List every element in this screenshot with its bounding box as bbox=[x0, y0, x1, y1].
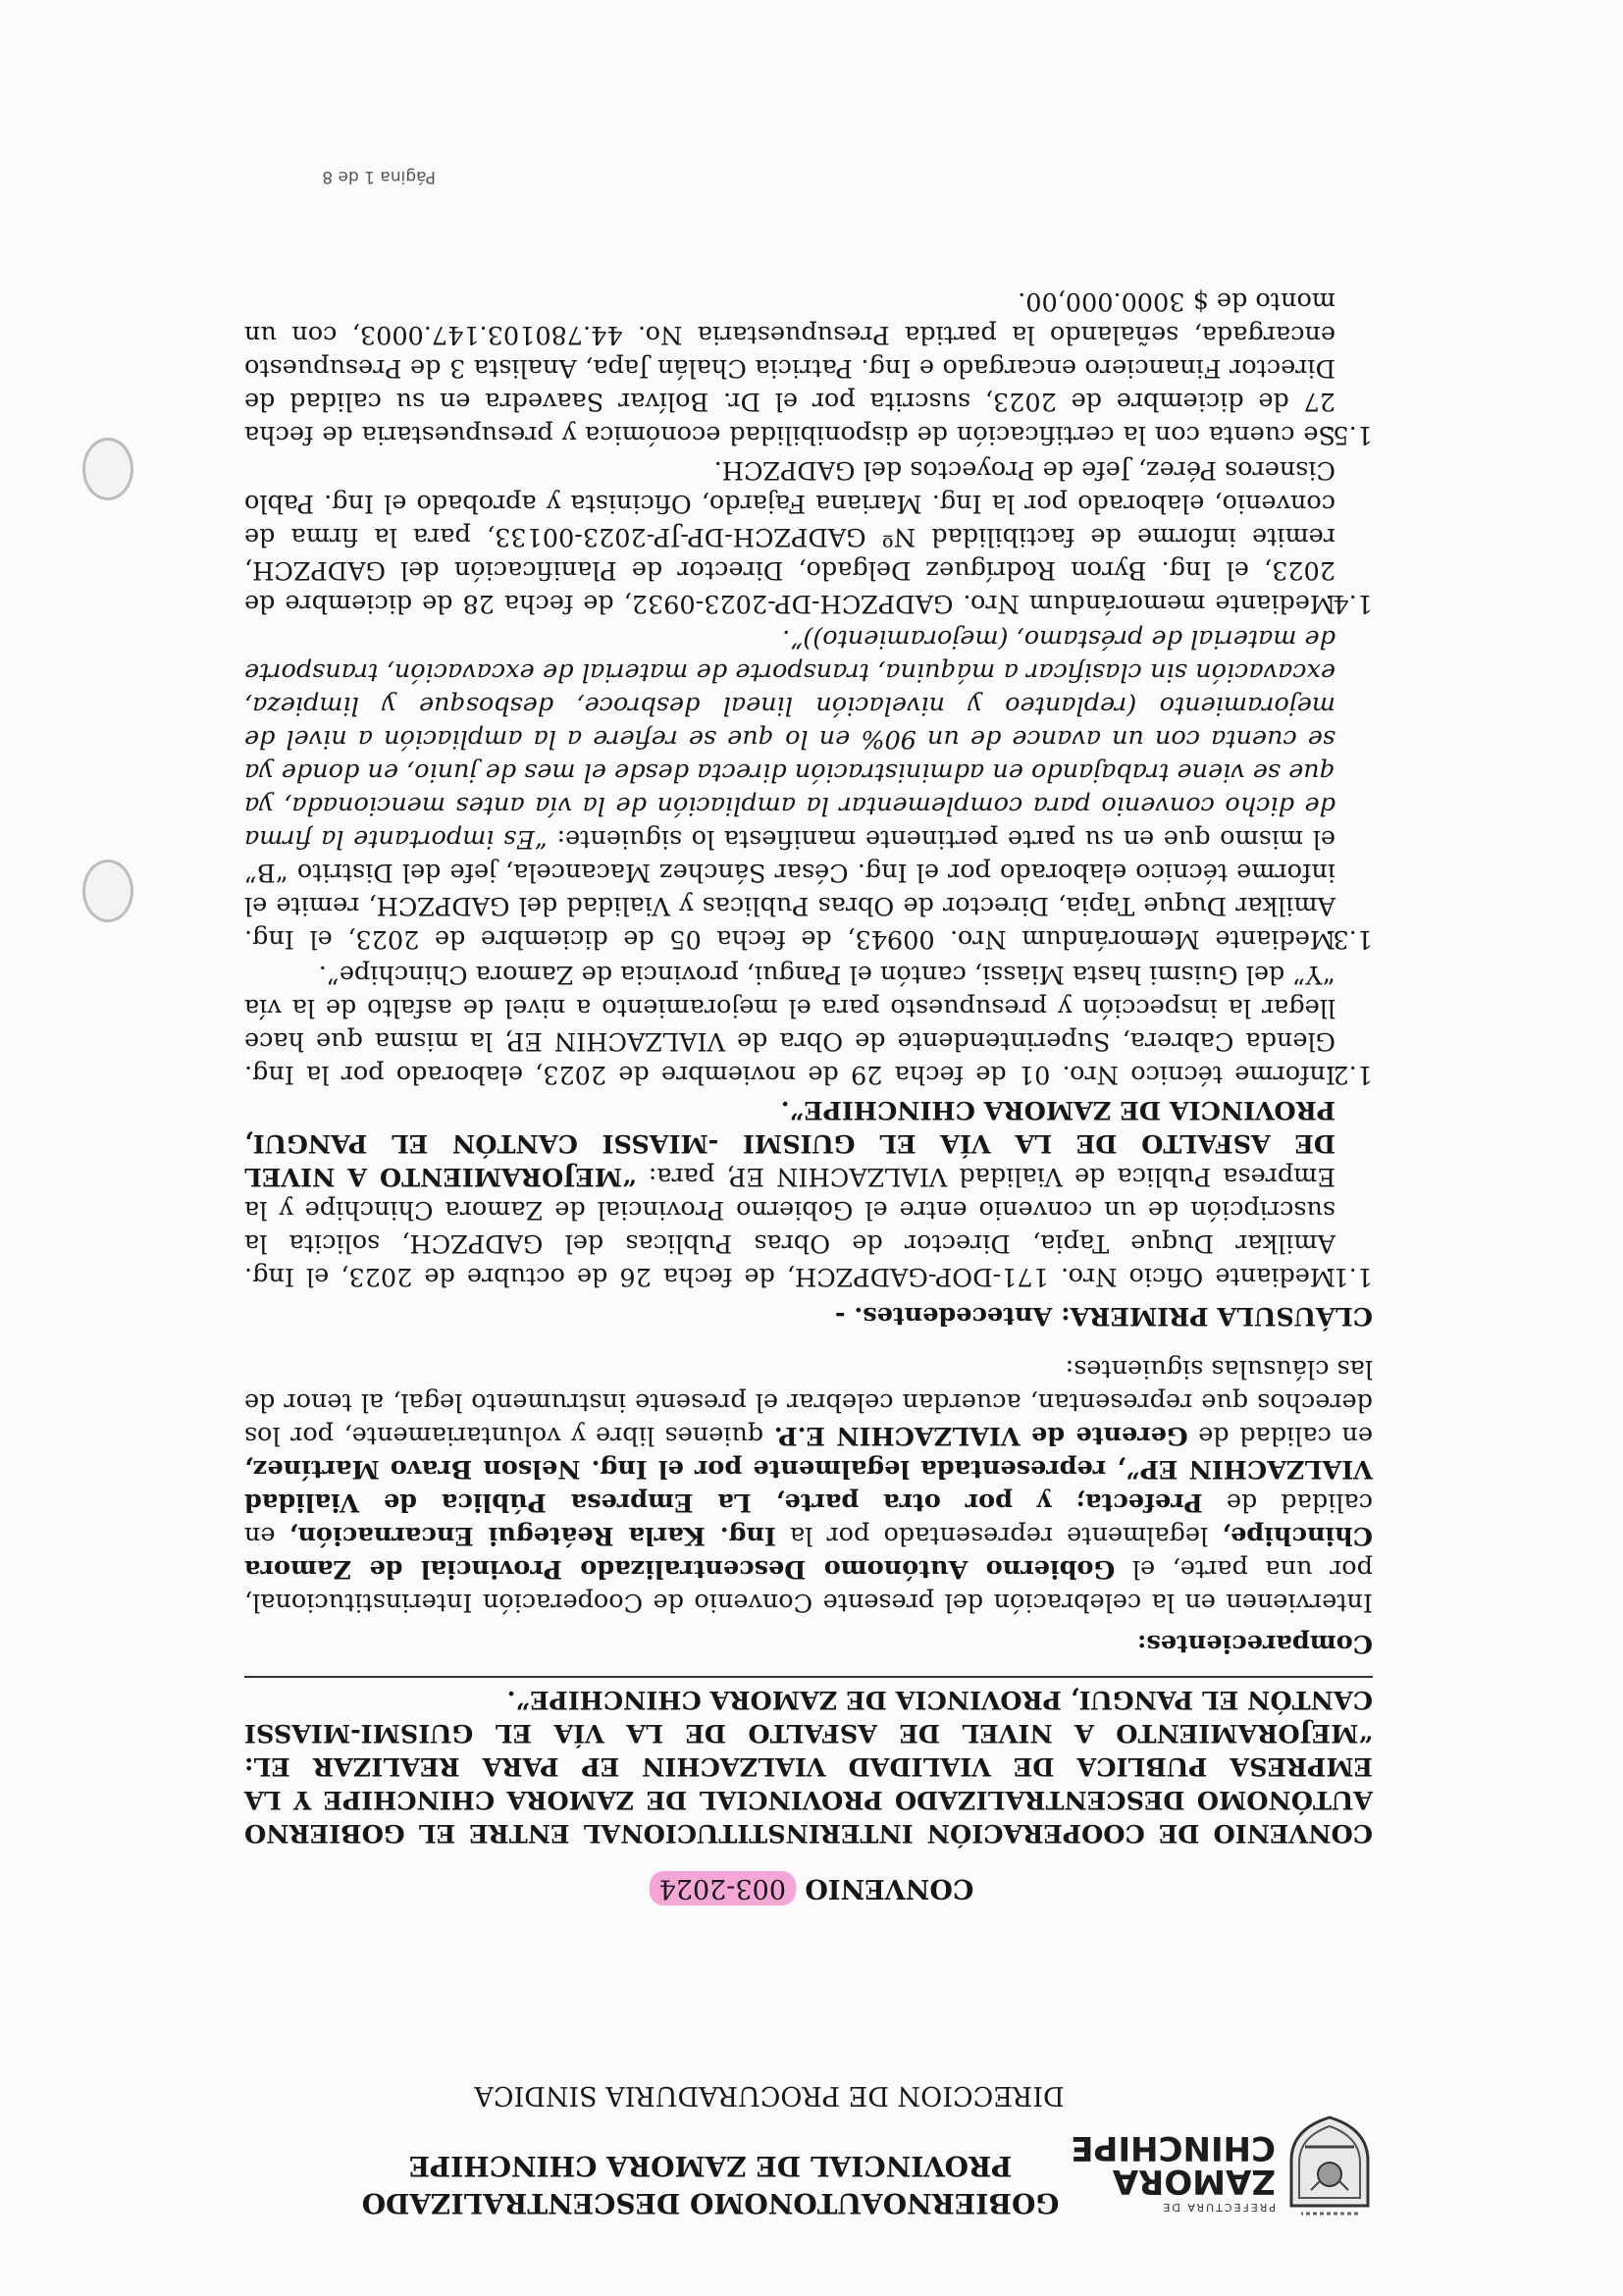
page-number: Página 1 de 8 bbox=[322, 167, 436, 186]
institution-name: GOBIERNOAUTONOMO DESCENTRALIZADO PROVINCIAL DE ZAMORA CHINCHIPE bbox=[361, 2150, 1060, 2219]
coat-of-arms-icon bbox=[1282, 2115, 1378, 2219]
item-text-bold: “MEJORAMIENTO A NIVEL DE ASFALTO DE LA VÍA EL GUISMI -MIASSI CANTÓN EL PANGUI, PROVINCIA DE ZAMORA CHINCHIPE”. bbox=[244, 1095, 1335, 1191]
convenio-number-highlight: 003-2024 bbox=[650, 1871, 796, 1905]
item-text: Mediante Oficio Nro. 171-DOP-GADPZCH, de fecha 26 de octubre de 2023, el Ing. Amilkar Duque Tapia, Director de Obras Publicas del GADPZCH, solicita la suscripción de un convenio entre el Gobierno Provincial de Zamora Chinchipe y la Empresa Publica de Vialidad VIALZACHIN EP, para: bbox=[244, 1162, 1335, 1291]
punch-hole bbox=[82, 860, 133, 922]
item-number: 1.4. bbox=[1325, 589, 1373, 618]
convenio-label: CONVENIO bbox=[805, 1873, 974, 1904]
office-name: DIRECCION DE PROCURADURIA SINDICA bbox=[474, 2080, 1065, 2111]
antecedente-item bbox=[244, 285, 1373, 451]
item-number: 1.2. bbox=[1325, 1060, 1373, 1089]
logo-name: ZAMORA CHINCHIPE bbox=[1071, 2128, 1276, 2201]
text-run: quienes libre y voluntariamente, por los derechos que representan, acuerdan celebrar el presente instrumento legal, al tenor de las cláusulas siguientes: bbox=[243, 1354, 1373, 1450]
punch-hole bbox=[82, 438, 133, 500]
document-body bbox=[244, 283, 1373, 1660]
agreement-title: CONVENIO DE COOPERACIÓN INTERINSTITUCIONAL ENTRE EL GOBIERNO AUTÓNOMO DESCENTRALIZADO PROVINCIAL DE ZAMORA CHINCHIPE Y LA EMPRESA PUBLICA DE VIALIDAD VIALZACHIN EP PARA REALIZAR EL: “MEJORAMIENTO A NIVEL DE ASFALTO DE LA VÍA EL GUISMI-MIASSI CANTÓN EL PANGUI, PROVINCIA DE ZAMORA CHINCHIPE”. bbox=[244, 1685, 1373, 1848]
antecedente-item bbox=[244, 1093, 1373, 1293]
antecedente-item bbox=[244, 958, 1373, 1091]
text-run: Intervienen en la celebración del presente Convenio de Cooperación Interinstitucional, por una parte, el bbox=[244, 1554, 1373, 1617]
text-run: legalmente representado por la bbox=[775, 1521, 1223, 1550]
text-run-bold: Gerente de VIALZACHIN E.P. bbox=[773, 1421, 1188, 1450]
convenio-number bbox=[0, 1873, 1623, 1904]
antecedente-item bbox=[244, 622, 1373, 956]
clausula-primera-heading: CLÁUSULA PRIMERA: Antecedentes. - bbox=[834, 1301, 1373, 1331]
logo-prefix: PREFECTURA DE bbox=[1161, 2201, 1276, 2214]
item-number: 1.5. bbox=[1325, 420, 1373, 449]
item-text: Mediante memorándum Nro. GADPZCH-DP-2023-0932, de fecha 28 de diciembre de 2023, el Ing. Byron Rodríguez Delgado, Director de Planificación del GADPZCH, remite informe de factibilidad Nº GADPZCH-DP-JP-2023-00133, para la firma de convenio, elaborado por la Ing. Mariana Fajardo, Oficinista y aprobado el Ing. Pablo Cisneros Pérez, Jefe de Proyectos del GADPZCH. bbox=[244, 455, 1335, 618]
text-run: en calidad de bbox=[1187, 1421, 1373, 1450]
item-number: 1.3. bbox=[1325, 924, 1373, 954]
text-run-bold: Ing. Karla Reátegui Encarnación, bbox=[288, 1521, 776, 1550]
antecedente-item bbox=[244, 453, 1373, 620]
text-run-bold: Gobierno Autónomo Descentralizado Provincial de Zamora Chinchipe, bbox=[244, 1521, 1373, 1584]
comparecientes-heading: Comparecientes: bbox=[1136, 1629, 1373, 1658]
item-number: 1.1. bbox=[1325, 1262, 1373, 1291]
item-text: Se cuenta con la certificación de disponibilidad económica y presupuestaria de fecha 27 de diciembre de 2023, suscrita por el Dr. Bolívar Saavedra en su calidad de Director Financiero encargado e Ing. Patricia Chalán Japa, Analista 3 de Presupuesto encargada, señalando la partida Presupuestaria No. 44.780103.147.0003, con un monto de $ 3000.000,00. bbox=[244, 287, 1335, 449]
prefecture-logo bbox=[1071, 2110, 1378, 2227]
item-text: Informe técnico Nro. 01 de fecha 29 de noviembre de 2023, elaborado por la Ing. Glenda Cabrera, Superintendente de Obra de VIALZACHIN EP, la misma que hace llegar la inspección y presupuesto para el mejoramiento a nivel de asfalto de la vía “Y” del Guismi hasta Miassi, cantón el Pangui, provincia de Zamora Chinchipe”. bbox=[244, 960, 1335, 1089]
text-run-bold: Prefecta; y por otra parte, La Empresa Pública de Vialidad VIALZACHIN EP”, representada legalmente por el Ing. Nelson Bravo Martínez, bbox=[244, 1454, 1373, 1517]
comparecientes-paragraph bbox=[244, 1352, 1373, 1619]
item-quote: “Es importante la firma de dicho convenio para complementar la ampliación de la vía antes mencionada, ya que se viene trabajando en administración directa desde el mes de junio, en donde ya se cuenta con un avance de un 90% en lo que se refiere a la ampliación a nivel de mejoramiento (replanteo y nivelación lineal desbroce, desbosque y limpieza, excavación sin clasificar a máquina, transporte de material de excavación, transporte de material de préstamo, (mejoramiento))”. bbox=[243, 624, 1335, 854]
text-run: en calidad de bbox=[244, 1487, 1373, 1550]
title-divider bbox=[244, 1676, 1373, 1678]
item-text: Mediante Memorándum Nro. 00943, de fecha 05 de diciembre de 2023, el Ing. Amilkar Duque Tapia, Director de Obras Publicas y Vialidad del GADPZCH, remite el informe técnico elaborado por el Ing. César Sánchez Macancela, jefe del Distrito “B” el mismo que en su parte pertinente manifiesta lo siguiente: bbox=[244, 824, 1335, 954]
